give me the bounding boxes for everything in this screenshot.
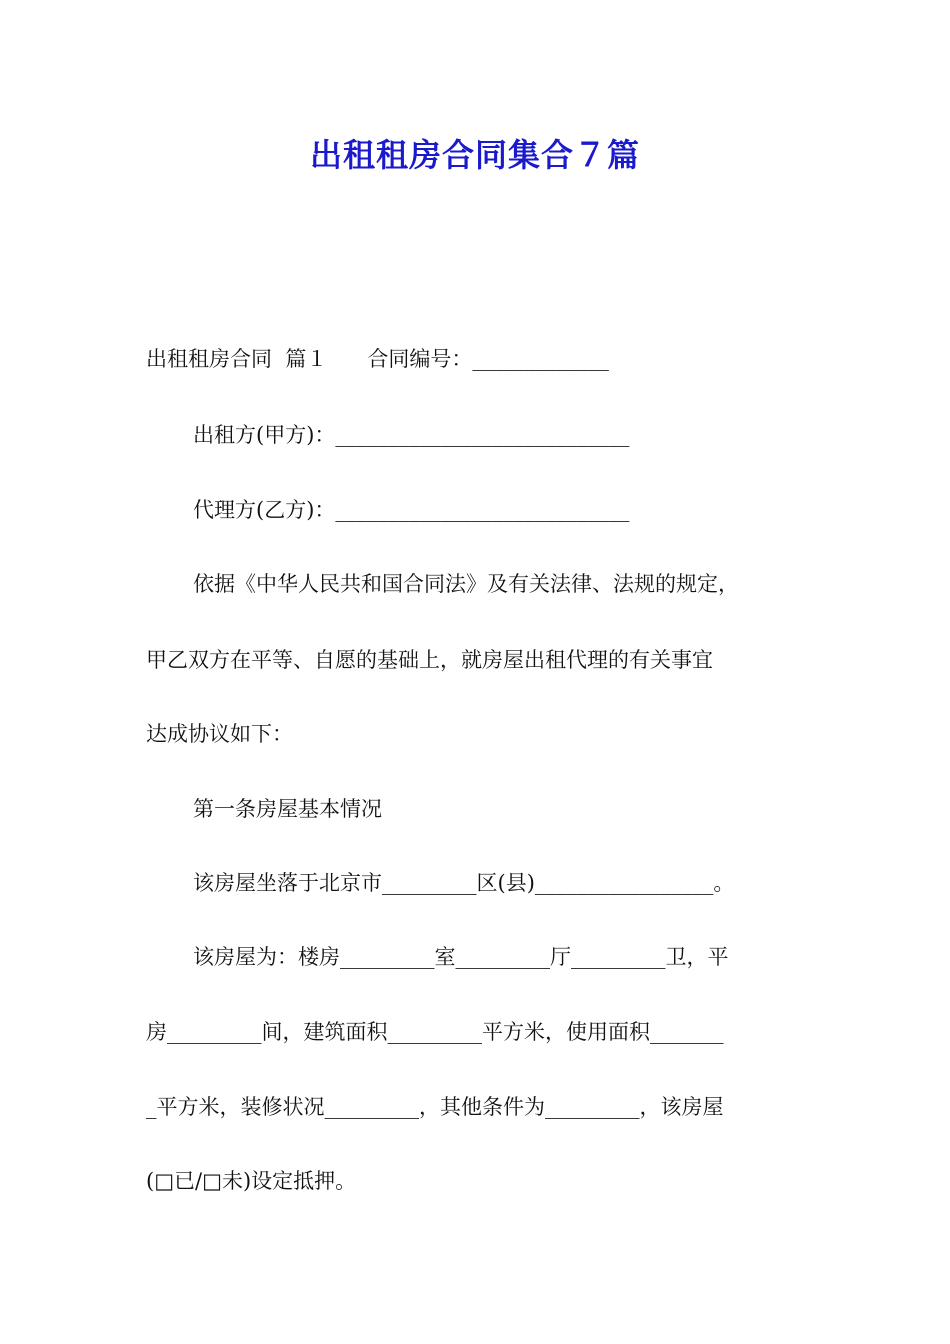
article-1-heading: 第一条房屋基本情况 [193, 797, 382, 821]
lessor-party-line: 出租方(甲方)：____________________________ [193, 423, 630, 447]
preamble-line-1: 依据《中华人民共和国合同法》及有关法律、法规的规定， [193, 572, 739, 596]
preamble-line-2: 甲乙双方在平等、自愿的基础上，就房屋出租代理的有关事宜 [146, 648, 713, 672]
preamble-line-3: 达成协议如下： [146, 722, 293, 746]
property-layout-line-3: _平方米，装修状况_________，其他条件为_________，该房屋 [146, 1095, 724, 1119]
mortgage-status-line: (□已/□未)设定抵押。 [146, 1169, 357, 1193]
property-layout-line-2: 房_________间，建筑面积_________平方米，使用面积_______ [146, 1020, 724, 1044]
agent-party-line: 代理方(乙方)：____________________________ [193, 498, 630, 522]
contract-heading-line: 出租租房合同 篇１ 合同编号：_____________ [146, 347, 609, 371]
property-layout-line-1: 该房屋为：楼房_________室_________厅_________卫，平 [193, 945, 729, 969]
property-location-line: 该房屋坐落于北京市_________区(县)_________________。 [193, 871, 735, 895]
document-title: 出租租房合同集合７篇 [309, 136, 640, 174]
